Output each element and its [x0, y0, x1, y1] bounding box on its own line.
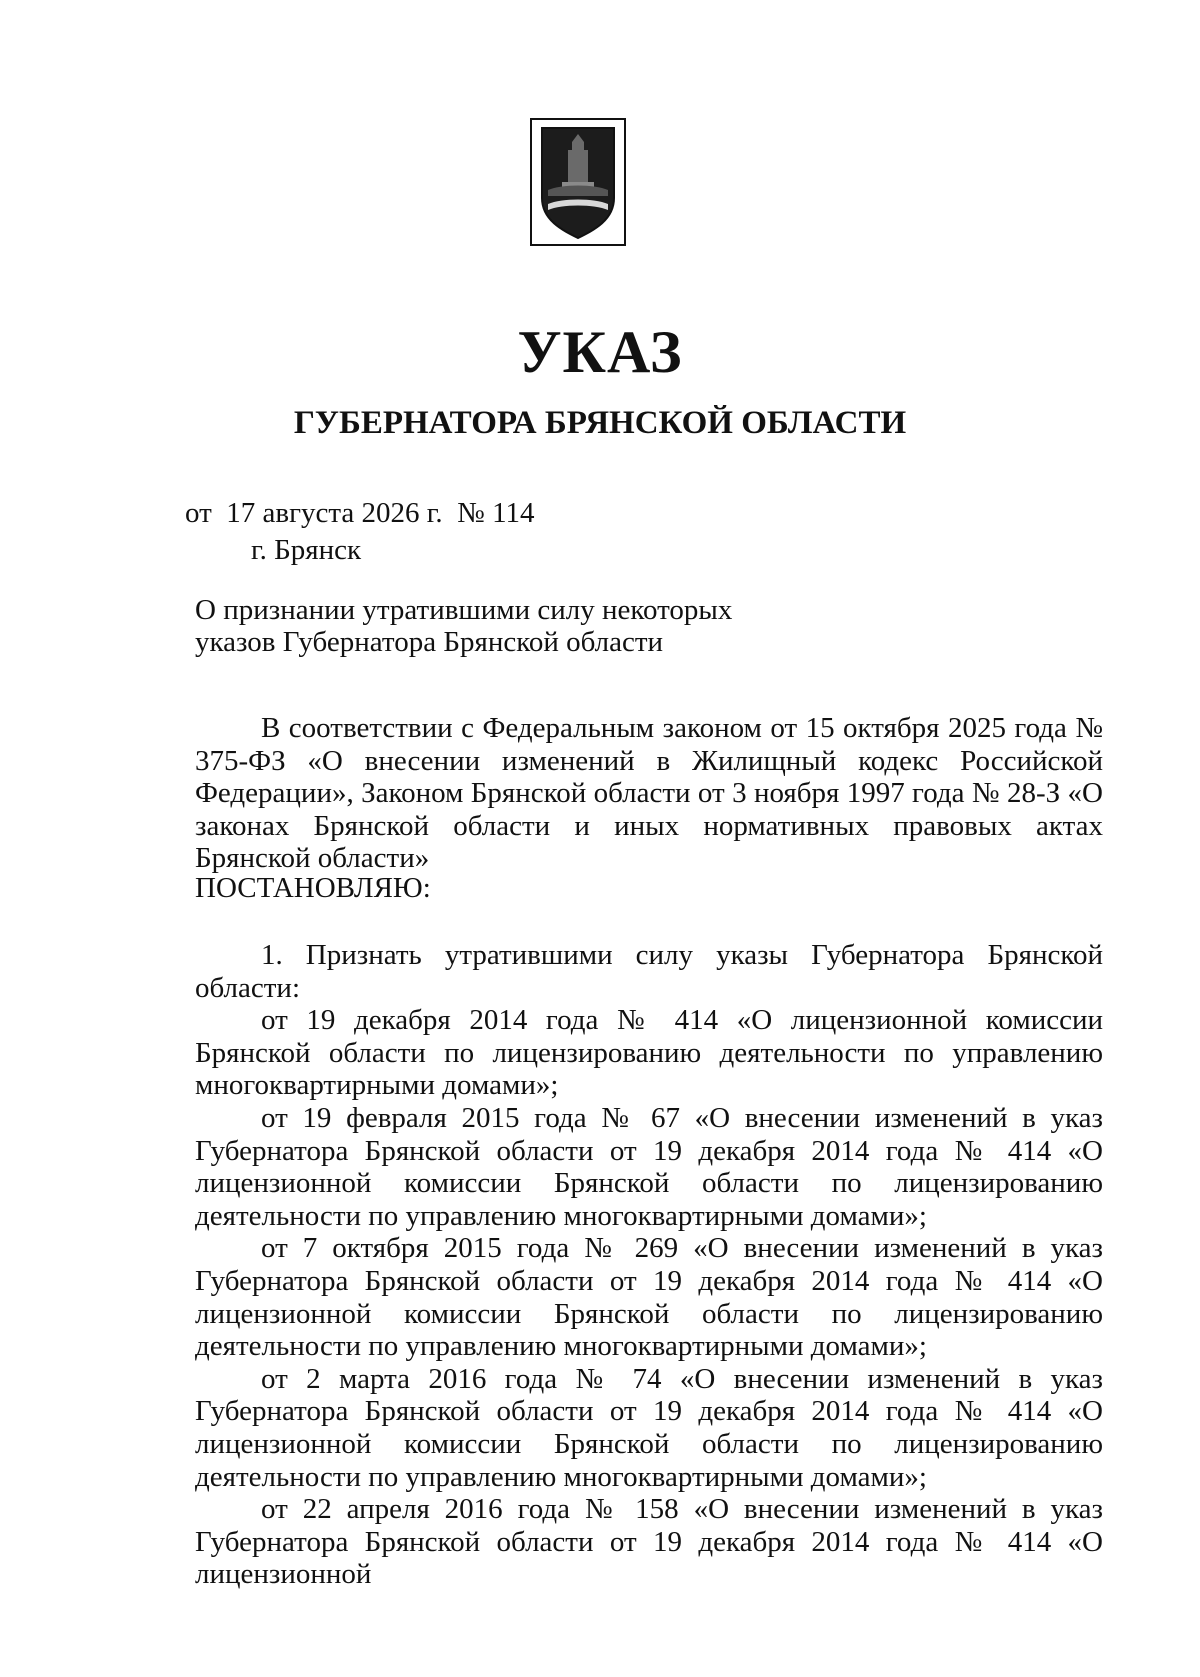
decree-heading: [195, 594, 732, 658]
preamble-paragraph: В соответствии с Федеральным законом от 15 октября 2025 года № 375-ФЗ «О внесении изменений в Жилищный кодекс Российской Федерации», Законом Брянской области от 3 ноября 1997 года № 28-З «О законах Брянской области и иных нормативных правовых актах Брянской области»: [195, 712, 1103, 875]
decree-date-number: от 17 августа 2026 г. № 114: [185, 497, 535, 529]
preamble: [195, 712, 1103, 875]
decree-item: от 7 октября 2015 года № 269 «О внесении изменений в указ Губернатора Брянской области от 19 декабря 2014 года № 414 «О лицензионной комиссии Брянской области по лицензированию деятельности по управлению многоквартирными домами»;: [195, 1232, 1103, 1363]
decree-items: [195, 939, 1103, 1591]
decree-title: УКАЗ: [517, 319, 683, 385]
decree-item: 1. Признать утратившими силу указы Губернатора Брянской области:: [195, 939, 1103, 1004]
decree-resolution-word: ПОСТАНОВЛЯЮ:: [195, 872, 431, 904]
decree-heading-line: О признании утратившими силу некоторых: [195, 594, 733, 626]
decree-item: от 22 апреля 2016 года № 158 «О внесении изменений в указ Губернатора Брянской области от 19 декабря 2014 года № 414 «О лицензионной: [195, 1493, 1103, 1591]
decree-item: от 19 декабря 2014 года № 414 «О лицензионной комиссии Брянской области по лицензированию деятельности по управлению многоквартирными домами»;: [195, 1004, 1103, 1102]
decree-subtitle: ГУБЕРНАТОРА БРЯНСКОЙ ОБЛАСТИ: [293, 405, 907, 441]
coat-of-arms-icon: [530, 118, 626, 246]
decree-heading-line: указов Губернатора Брянской области: [195, 626, 664, 658]
decree-item: от 2 марта 2016 года № 74 «О внесении изменений в указ Губернатора Брянской области от 19 декабря 2014 года № 414 «О лицензионной комиссии Брянской области по лицензированию деятельности по управлению многоквартирными домами»;: [195, 1362, 1103, 1493]
decree-city: г. Брянск: [251, 534, 362, 566]
decree-item: от 19 февраля 2015 года № 67 «О внесении изменений в указ Губернатора Брянской области от 19 декабря 2014 года № 414 «О лицензионной комиссии Брянской области по лицензированию деятельности по управлению многоквартирными домами»;: [195, 1101, 1103, 1232]
